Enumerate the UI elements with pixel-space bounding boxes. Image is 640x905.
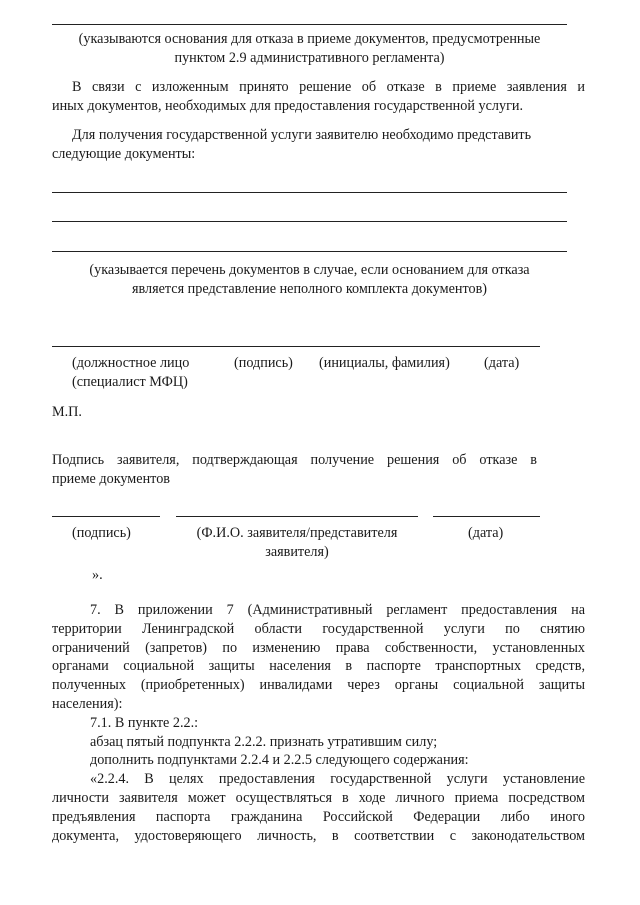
section-7-line: территории Ленинградской области государственной услуги по снятию — [52, 620, 585, 637]
decision-paragraph-line1: В связи с изложенным принято решение об отказе в приеме заявления и — [72, 79, 585, 95]
item-add-subclauses: дополнить подпунктами 2.2.4 и 2.2.5 следующего содержания: — [90, 752, 469, 769]
documents-paragraph-line1: Для получения государственной услуги заявителю необходимо представить — [72, 127, 532, 143]
applicant-date-line — [433, 516, 540, 517]
applicant-name-line1: (Ф.И.О. заявителя/представителя — [196, 525, 398, 541]
documents-blank-line-3 — [52, 251, 567, 252]
documents-list-note-line1: (указывается перечень документов в случае, если основанием для отказа — [89, 262, 530, 278]
section-7-line: ограничений (запретов) по изменению права собственности, установленных — [52, 639, 585, 656]
applicant-signature-line — [52, 516, 160, 517]
applicant-paragraph-line1: Подпись заявителя, подтверждающая получение решения об отказе в — [52, 452, 537, 468]
refusal-grounds-note-line1: (указываются основания для отказа в приеме документов, предусмотренные — [78, 31, 541, 47]
refusal-grounds-line — [52, 24, 567, 25]
applicant-paragraph-line2: приеме документов — [52, 471, 170, 487]
applicant-name-line2: заявителя) — [265, 544, 329, 560]
refusal-grounds-note — [52, 30, 567, 68]
official-signature-line — [52, 346, 540, 347]
official-position-line1: (должностное лицо — [72, 355, 190, 371]
closing-quote: ». — [92, 567, 103, 583]
official-position-label — [72, 354, 189, 392]
documents-blank-line-2 — [52, 221, 567, 222]
clause-2-2-4-line: предъявления паспорта гражданина Российской Федерации либо иного — [52, 808, 585, 825]
section-7-line: полученных (приобретенных) инвалидами через органы социальной защиты — [52, 677, 585, 694]
section-7-line: 7. В приложении 7 (Административный регламент предоставления на — [90, 602, 585, 618]
item-7-1: 7.1. В пункте 2.2.: — [90, 714, 199, 731]
decision-paragraph — [52, 78, 585, 116]
clause-2-2-4-line: личности заявителя может осуществляться в ходе личного приема посредством — [52, 789, 585, 806]
clause-2-2-4-line: документа, удостоверяющего личность, в соответствии с законодательством — [52, 827, 585, 844]
stamp-label: М.П. — [52, 404, 82, 420]
documents-list-note — [52, 261, 567, 299]
official-signature-label: (подпись) — [234, 355, 293, 371]
applicant-paragraph — [52, 451, 537, 489]
documents-list-note-line2: является представление неполного комплекта документов) — [131, 281, 488, 297]
section-7-line: органами социальной защиты населения в паспорте транспортных средств, — [52, 658, 585, 675]
official-position-line2: (специалист МФЦ) — [72, 374, 188, 390]
refusal-grounds-note-line2: пунктом 2.9 административного регламента) — [174, 50, 445, 66]
official-initials-label: (инициалы, фамилия) — [319, 355, 450, 371]
applicant-date-label: (дата) — [468, 525, 504, 541]
decision-paragraph-line2: иных документов, необходимых для предоставления государственной услуги. — [52, 98, 524, 114]
section-7-line: населения): — [52, 695, 123, 712]
item-paragraph-five: абзац пятый подпункта 2.2.2. признать утратившим силу; — [90, 733, 438, 750]
official-date-label: (дата) — [484, 355, 520, 371]
documents-blank-line-1 — [52, 192, 567, 193]
applicant-name-line — [176, 516, 418, 517]
documents-paragraph-line2: следующие документы: — [52, 146, 196, 162]
section-7-paragraph — [52, 601, 585, 845]
documents-paragraph — [52, 126, 585, 164]
applicant-name-label — [176, 524, 418, 562]
applicant-signature-label: (подпись) — [72, 525, 131, 541]
clause-2-2-4-line: «2.2.4. В целях предоставления государственной услуги установление — [90, 771, 585, 788]
